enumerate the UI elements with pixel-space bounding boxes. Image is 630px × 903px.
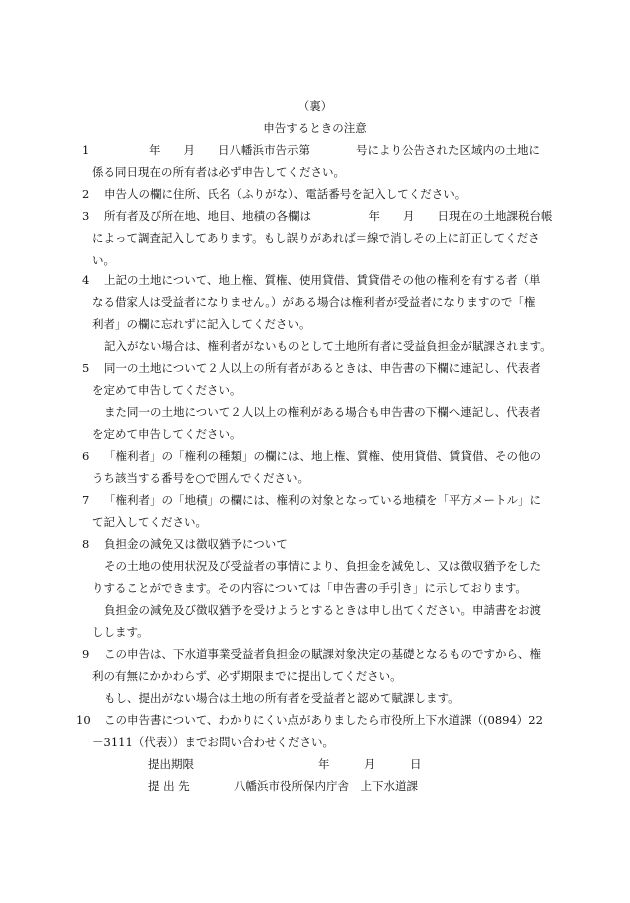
item-number: 10	[76, 713, 91, 727]
item-text-line: 「権利者」の「地積」の欄には、権利の対象となっている地積を「平方メートル」に	[104, 493, 541, 507]
item-text-line: て記入してください。	[92, 515, 207, 529]
item-number: 3	[82, 209, 90, 223]
item-text-line: －3111（代表））までお問い合わせください。	[92, 735, 335, 749]
item-number: 7	[82, 493, 90, 507]
item-number: 5	[82, 361, 90, 375]
item-text-line: この申告は、下水道事業受益者負担金の賦課対象決定の基礎となるものですから、権	[104, 647, 541, 661]
item-text-line: この申告書について、わかりにくい点がありましたら市役所上下水道課（(0894）22	[104, 713, 543, 727]
item-number: 2	[82, 187, 90, 201]
item-text-line: い。	[92, 253, 115, 267]
destination-value: 八幡浜市役所保内庁舎 上下水道課	[234, 779, 418, 793]
item-text-line: によって調査記入してあります。もし誤りがあれば＝線で消しその上に訂正してくださ	[92, 231, 540, 245]
item-text-line: 負担金の減免又は徴収猶予について	[104, 537, 288, 551]
item-text-line: 年 月 日八幡浜市告示第 号により公告された区域内の土地に	[149, 143, 540, 157]
deadline-date: 年 月 日	[318, 757, 422, 771]
item-text-line: 利の有無にかかわらず、必ず期限までに提出してください。	[92, 669, 402, 683]
item-text-line: りすることができます。その内容については「申告書の手引き」に示しております。	[92, 581, 527, 595]
item-number: 9	[82, 647, 90, 661]
item-text-line: 「権利者」の「権利の種類」の欄には、地上権、質権、使用貸借、賃貸借、その他の	[104, 449, 541, 463]
item-text-line: 所有者及び所在地、地目、地積の各欄は 年 月 日現在の土地課税台帳	[104, 209, 553, 223]
item-text-line: また同一の土地について２人以上の権利がある場合も申告書の下欄へ連記し、代表者	[104, 405, 541, 419]
side-label: （裏）	[297, 99, 333, 113]
destination-label: 提 出 先	[148, 779, 190, 793]
item-text-line: しします。	[92, 625, 149, 639]
deadline-label: 提出期限	[148, 757, 194, 771]
item-text-line: 記入がない場合は、権利者がないものとして土地所有者に受益負担金が賦課されます。	[104, 339, 552, 353]
item-number: 6	[82, 449, 90, 463]
item-number: 4	[82, 273, 90, 287]
item-text-line: 係る同日現在の所有者は必ず申告してください。	[92, 165, 345, 179]
item-text-line: もし、提出がない場合は土地の所有者を受益者と認めて賦課します。	[104, 691, 460, 705]
item-text-line: うち該当する番号を○で囲んでください。	[92, 471, 310, 485]
item-text-line: を定めて申告してください。	[92, 427, 242, 441]
item-text-line: 上記の土地について、地上権、質権、使用貸借、賃貸借その他の権利を有する者（単	[104, 273, 541, 287]
item-number: 1	[82, 143, 90, 157]
item-text-line: なる借家人は受益者になりません。）がある場合は権利者が受益者になりますので「権	[92, 295, 536, 309]
item-text-line: 申告人の欄に住所、氏名（ふりがな）、電話番号を記入してください。	[104, 187, 467, 201]
item-text-line: を定めて申告してください。	[92, 383, 242, 397]
item-text-line: 同一の土地について２人以上の所有者があるときは、申告書の下欄に連記し、代表者	[104, 361, 541, 375]
item-text-line: その土地の使用状況及び受益者の事情により、負担金を減免し、又は徴収猶予をした	[104, 559, 541, 573]
item-text-line: 利者」の欄に忘れずに記入してください。	[92, 317, 311, 331]
page-title: 申告するときの注意	[263, 121, 367, 135]
item-text-line: 負担金の減免及び徴収猶予を受けようとするときは申し出てください。申請書をお渡	[104, 603, 541, 617]
item-number: 8	[82, 537, 90, 551]
